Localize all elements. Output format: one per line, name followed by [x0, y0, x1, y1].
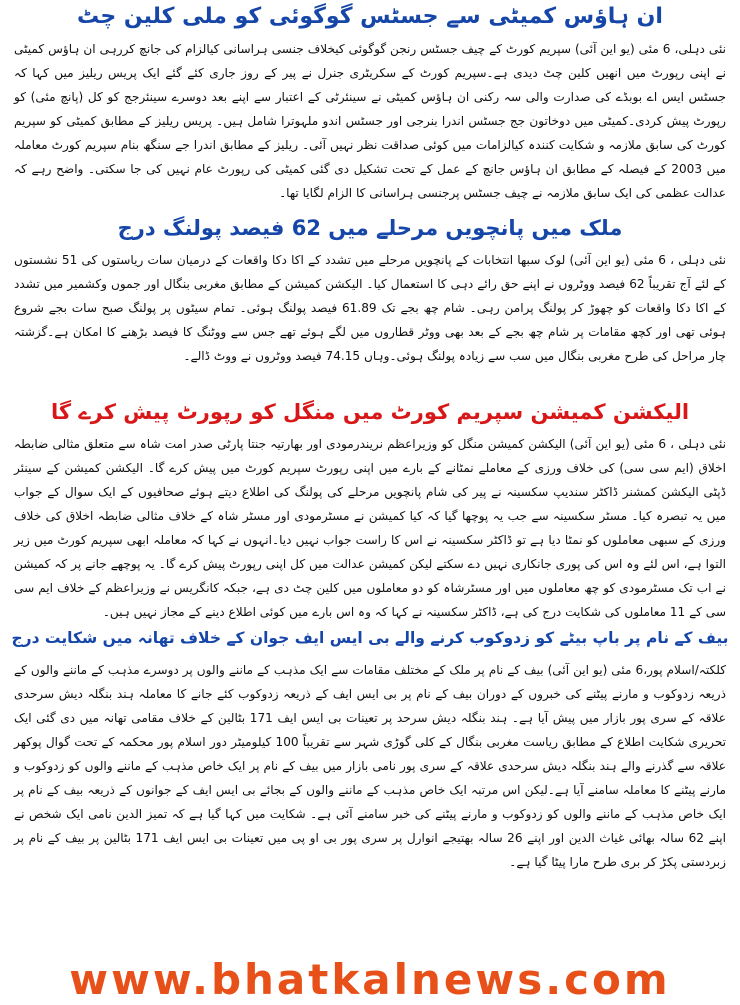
article-4-body: کلکتہ/اسلام پور،6 مئی (یو این آئی) بیف کے نام پر ملک کے مختلف مقامات سے ایک مذہب کے ماننے والوں پر دوسرے مذہب کے ماننے والوں کے ذریعہ زدوکوب و مارنے پیٹنے کی خبروں کے دوران بیف کے نام پر بی ایس ایف کے ذریعہ زدوکوب کئے جانے کا معاملہ ہند بنگلہ دیش سرحدی علاقہ کے سری پور بازار میں پیش آیا ہے۔ ہند بنگلہ دیش سرحد پر تعینات بی ایس ایف 171 بٹالین کے خلاف مقامی تھانہ میں دی گئی ایک تحریری شکایت اطلاع کے مطابق ریاست مغربی بنگال کے کلی گوڑی شہر سے تقریباً 100 کیلومیٹر دور اسلام پور محکمہ کے تحت گوال پوکھر علاقہ سے گذرنے والے ہند بنگلہ دیش سرحدی علاقہ کے سری پور نامی بازار میں بیف کے نام پر ایک خاص مذہب کے ماننے والوں کو زدوکوب و مارنے پیٹنے کا معاملہ سامنے آیا ہے۔لیکن اس مرتبہ ایک خاص مذہب کے ماننے والوں کے بجائے بی ایس ایف کے جوانوں کے ذریعہ بیف کے نام پر ایک خاص مذہب کے ماننے والوں کو زدوکوب و مارنے پیٹنے کی خبر سامنے آئی ہے۔ شکایت میں کہا گیا ہے کہ تمیز الدین نامی ایک شخص نے اپنے 62 سالہ بھائی غیاث الدین اور اپنے 26 سالہ بھتیجے انوارل پر سری پور بی او پی میں تعینات بی ایس ایف 171 بٹالین پر بیف کے نام پر زبردستی پکڑ کر بری طرح مارا پیٹا گیا ہے۔	[14, 663, 726, 869]
article-3	[0, 398, 740, 624]
article-3-body: نئی دہلی ، 6 مئی (یو این آئی) الیکشن کمیشن منگل کو وزیراعظم نریندرمودی اور بھارتیہ جنتا پارٹی صدر امت شاہ سے متعلق مثالی ضابطہ اخلاق (ایم سی سی) کی خلاف ورزی کے معاملے نمٹانے کے بارے میں اپنی رپورٹ سپریم کورٹ میں پیش کرے گا۔ الیکشن کمیشن کے سینئر ڈپٹی الیکشن کمشنر ڈاکٹر سندیپ سکسینہ نے پیر کی شام پانچویں مرحلے کی پولنگ کی اطلاع دیتے ہوئے صحافیوں کے ایک سوال کے جواب میں یہ تبصرہ کیا۔ مسٹر سکسینہ سے جب یہ پوچھا گیا کہ کیا کمیشن نے مسٹرمودی اور مسٹر شاہ کے خلاف مثالی ضابطہ اخلاق کی خلاف ورزی کے سبھی معاملوں کو نمٹا دیا ہے تو ڈاکٹر سکسینہ نے اس کا راست جواب نہیں دیا۔انہوں نے کہا کہ معاملہ ابھی سپریم کورٹ میں زیر التوا ہے، اس لئے وہ اس کی پوری جانکاری نہیں دے سکتے لیکن کمیشن عدالت میں کل اپنی رپورٹ پیش کرے گا۔ یہ پوچھے جانے پر کہ کمیشن نے اب تک مسٹرمودی کو چھ معاملوں میں اور مسٹرشاہ کو دو معاملوں میں کلین چٹ دی ہے، جبکہ کانگریس نے وزیراعظم کے خلاف ایم سی سی کے 11 معاملوں کی شکایت درج کی ہے، ڈاکٹر سکسینہ نے کہا کہ وہ اس بارے میں کوئی اطلاع دینے کے مجاز نہیں ہیں۔	[14, 437, 726, 619]
article-1-body: نئی دہلی، 6 مئی (یو این آئی) سپریم کورٹ کے چیف جسٹس رنجن گوگوئی کیخلاف جنسی ہراسانی کیالزام کی جانچ کررہی ان ہاؤس کمیٹی نے اپنی رپورٹ میں انھیں کلین چٹ دیدی ہے۔سپریم کورٹ کے سکریٹری جنرل نے پیر کے روز جاری کئے گئے ایک پریس ریلیز میں کہا کہ جسٹس ایس اے بوبڈے کی صدارت والی سہ رکنی ان ہاؤس کمیٹی نے سینئرٹی کے اعتبار سے اپنے بعد دوسرے سینئرجج کو کل (پانچ مئی) کو رپورٹ پیش کردی۔کمیٹی میں دوخاتون جج جسٹس اندرا بنرجی اور جسٹس اندو ملہوترا شامل ہیں۔ پریس ریلیز کے مطابق کمیٹی کو سپریم کورٹ کی سابق ملازمہ و شکایت کنندہ کیالزامات میں کوئی صداقت نظر نہیں آئی۔ ریلیز کے مطابق اندرا جے سنگھ بنام سپریم کورٹ معاملہ میں 2003 کے فیصلہ کے مطابق ان ہاؤس جانچ کے عمل کے تحت تشکیل دی گئی کمیٹی کی رپورٹ عام نہیں کی جا سکتی۔ واضح رہے کہ عدالت عظمی کی ایک سابق ملازمہ نے چیف جسٹس پرجنسی ہراسانی کا الزام لگایا تھا۔	[14, 42, 726, 200]
article-2	[0, 214, 740, 368]
website-footer: www.bhatkalnews.com	[69, 955, 671, 1004]
article-2-body: نئی دہلی ، 6 مئی (یو این آئی) لوک سبھا انتخابات کے پانچویں مرحلے میں تشدد کے اکا دکا واقعات کے درمیان سات ریاستوں کی 51 نشستوں کے لئے آج تقریباً 62 فیصد ووٹروں نے اپنے حق رائے دہی کا استعمال کیا۔ الیکشن کمیشن کے مطابق مغربی بنگال اور جموں وکشمیر میں تشدد کے اکا دکا واقعات کو چھوڑ کر پولنگ پرامن رہی۔ شام چھ بجے تک 61.89 فیصد پولنگ ہوئی۔ تمام سیٹوں پر پولنگ صبح سات بجے شروع ہوئی تھی اور کچھ مقامات پر شام چھ بجے کے بعد بھی ووٹر قطاروں میں لگے ہوئے تھے جس سے ووٹنگ کا فیصد بڑھنے کا امکان ہے۔گزشتہ چار مراحل کی طرح مغربی بنگال میں سب سے زیادہ پولنگ ہوئی۔وہاں 74.15 فیصد ووٹروں نے ووٹ ڈالے۔	[14, 253, 726, 363]
article-2-headline: ملک میں پانچویں مرحلے میں 62 فیصد پولنگ درج	[117, 216, 623, 240]
article-1-headline: ان ہاؤس کمیٹی سے جسٹس گوگوئی کو ملی کلین چٹ	[77, 4, 663, 29]
article-1	[0, 2, 740, 205]
article-3-headline: الیکشن کمیشن سپریم کورٹ میں منگل کو رپورٹ پیش کرے گا	[50, 400, 690, 424]
article-4	[0, 624, 740, 874]
article-4-headline: بیف کے نام پر باپ بیٹے کو زدوکوب کرنے والے بی ایس ایف جوان کے خلاف تھانہ میں شکایت درج	[11, 629, 729, 647]
